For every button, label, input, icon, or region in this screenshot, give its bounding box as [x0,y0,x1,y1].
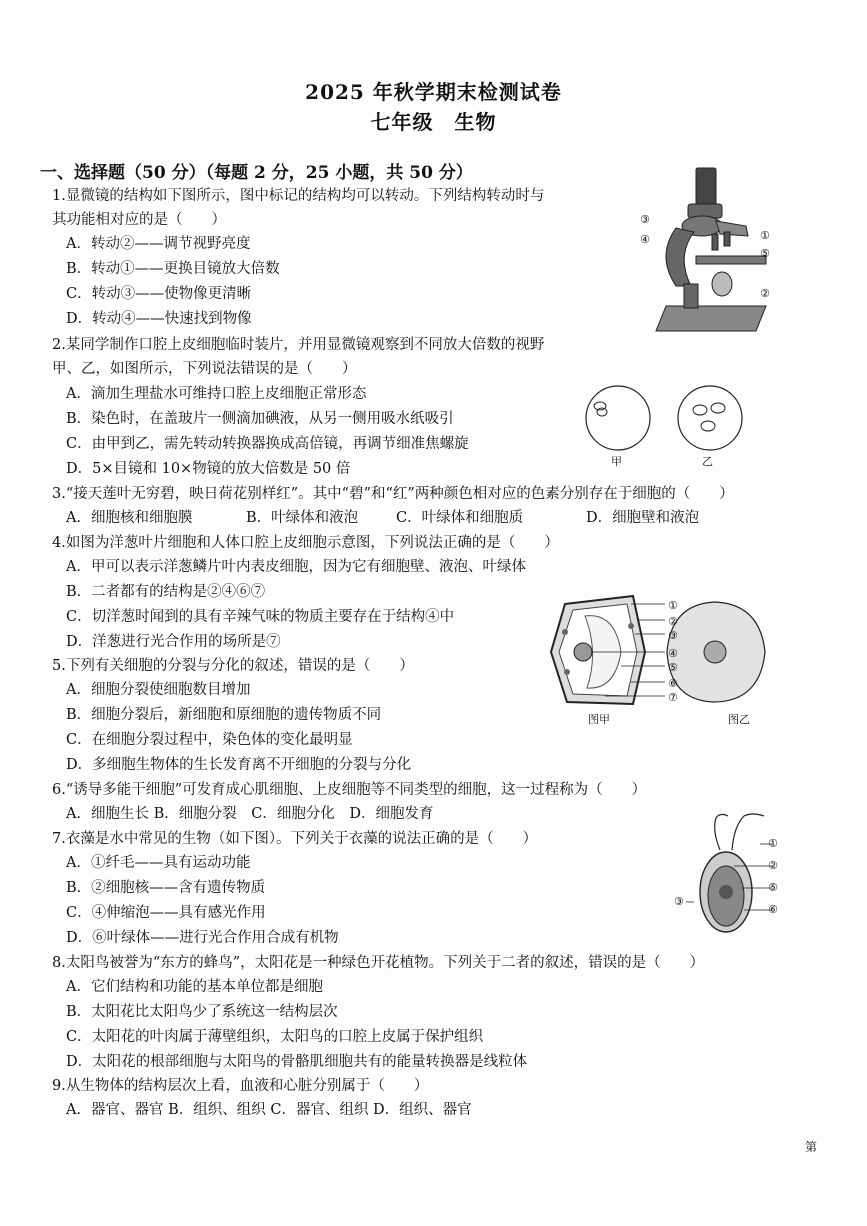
question-8-option: C．太阳花的叶肉属于薄壁组织，太阳鸟的口腔上皮属于保护组织 [66,1029,484,1045]
section-heading: 一、选择题（50 分）（每题 2 分，25 小题，共 50 分） [40,163,473,183]
question-5-stem: 5.下列有关细胞的分裂与分化的叙述，错误的是（ ） [52,658,414,674]
cell-caption: 图甲 [588,713,610,726]
exam-title: 2025 年秋学期末检测试卷 [305,80,562,104]
question-3-option: C．叶绿体和细胞质 [396,510,524,526]
question-8-option: B．太阳花比太阳鸟少了系统这一结构层次 [66,1004,338,1020]
algae-label: ② [768,859,778,872]
question-8-option: D．太阳花的根部细胞与太阳鸟的骨骼肌细胞共有的能量转换器是线粒体 [66,1054,528,1070]
cell-caption: 图乙 [728,713,750,726]
question-6-option: A．细胞生长 B．细胞分裂 C．细胞分化 D．细胞发育 [66,806,434,822]
question-2-stem: 甲、乙，如图所示，下列说法错误的是（ ） [52,361,357,377]
microscope-label: ② [760,287,770,300]
algae-label: ① [768,837,778,850]
question-7-option: D．⑥叶绿体——进行光合作用合成有机物 [66,930,339,946]
page-number: 第 [804,1140,817,1154]
microscope-label: ③ [640,213,650,226]
question-4-option: C．切洋葱时闻到的具有辛辣气味的物质主要存在于结构④中 [66,609,455,625]
question-9-stem: 9.从生物体的结构层次上看，血液和心脏分别属于（ ） [52,1078,429,1094]
question-7-option: A．①纤毛——具有运动功能 [66,855,251,871]
question-1-stem: 其功能相对应的是（ ） [52,212,226,228]
question-7-option: C．④伸缩泡——具有感光作用 [66,905,266,921]
question-1-option: A．转动②——调节视野亮度 [66,236,251,252]
algae-label: ③ [674,895,684,908]
question-2-option: B．染色时，在盖玻片一侧滴加碘液，从另一侧用吸水纸吸引 [66,411,454,427]
view-label: 乙 [702,455,713,468]
question-4-stem: 4.如图为洋葱叶片细胞和人体口腔上皮细胞示意图，下列说法正确的是（ ） [52,535,559,551]
cell-label: ③ [668,629,678,642]
microscope-label: ④ [640,233,650,246]
algae-label: ⑥ [768,903,778,916]
view-label: 甲 [611,455,622,468]
microscope-views-figure [584,384,754,454]
question-1-option: D．转动④——快速找到物像 [66,311,252,327]
question-4-option: A．甲可以表示洋葱鳞片叶内表皮细胞，因为它有细胞壁、液泡、叶绿体 [66,559,526,575]
algae-label: ⑤ [768,881,778,894]
question-1-option: B．转动①——更换目镜放大倍数 [66,261,280,277]
cell-label: ⑥ [668,677,678,690]
exam-subtitle: 七年级 生物 [370,110,497,134]
question-1-option: C．转动③——使物像更清晰 [66,286,252,302]
question-4-option: B．二者都有的结构是②④⑥⑦ [66,584,266,600]
cells-figure [545,592,775,712]
question-2-option: A．滴加生理盐水可维持口腔上皮细胞正常形态 [66,386,367,402]
question-2-option: D．5×目镜和 10×物镜的放大倍数是 50 倍 [66,461,351,477]
question-3-option: A．细胞核和细胞膜 [66,510,193,526]
question-7-stem: 7.衣藻是水中常见的生物（如下图）。下列关于衣藻的说法正确的是（ ） [52,831,538,847]
cell-label: ④ [668,647,678,660]
cell-label: ① [668,599,678,612]
question-2-stem: 2.某同学制作口腔上皮细胞临时装片，并用显微镜观察到不同放大倍数的视野 [52,337,545,353]
question-3-option: D．细胞壁和液泡 [586,510,700,526]
question-8-stem: 8.太阳鸟被誉为“东方的蜂鸟”，太阳花是一种绿色开花植物。下列关于二者的叙述，错误的是（ ） [52,955,705,971]
question-7-option: B．②细胞核——含有遗传物质 [66,880,266,896]
cell-label: ② [668,615,678,628]
question-1-stem: 1.显微镜的结构如下图所示，图中标记的结构均可以转动。下列结构转动时与 [52,188,545,204]
question-2-option: C．由甲到乙，需先转动转换器换成高倍镜，再调节细准焦螺旋 [66,436,469,452]
question-4-option: D．洋葱进行光合作用的场所是⑦ [66,634,281,650]
question-6-stem: 6.“诱导多能干细胞”可发育成心肌细胞、上皮细胞等不同类型的细胞，这一过程称为（ ） [52,782,647,798]
microscope-label: ① [760,229,770,242]
question-5-option: B．细胞分裂后，新细胞和原细胞的遗传物质不同 [66,707,382,723]
question-3-options [66,508,699,528]
question-5-option: C．在细胞分裂过程中，染色体的变化最明显 [66,732,353,748]
question-3-option: B．叶绿体和液泡 [246,510,359,526]
cell-label: ⑦ [668,691,678,704]
question-9-option: A．器官、器官 B．组织、组织 C．器官、组织 D．组织、器官 [66,1102,472,1118]
cell-label: ⑤ [668,661,678,674]
question-5-option: A．细胞分裂使细胞数目增加 [66,682,251,698]
question-8-option: A．它们结构和功能的基本单位都是细胞 [66,979,323,995]
microscope-label: ⑤ [760,247,770,260]
question-3-stem: 3.“接天莲叶无穷碧，映日荷花别样红”。其中“碧”和“红”两种颜色相对应的色素分别存在于细胞的（ ） [52,486,734,502]
question-5-option: D．多细胞生物体的生长发育离不开细胞的分裂与分化 [66,757,412,773]
